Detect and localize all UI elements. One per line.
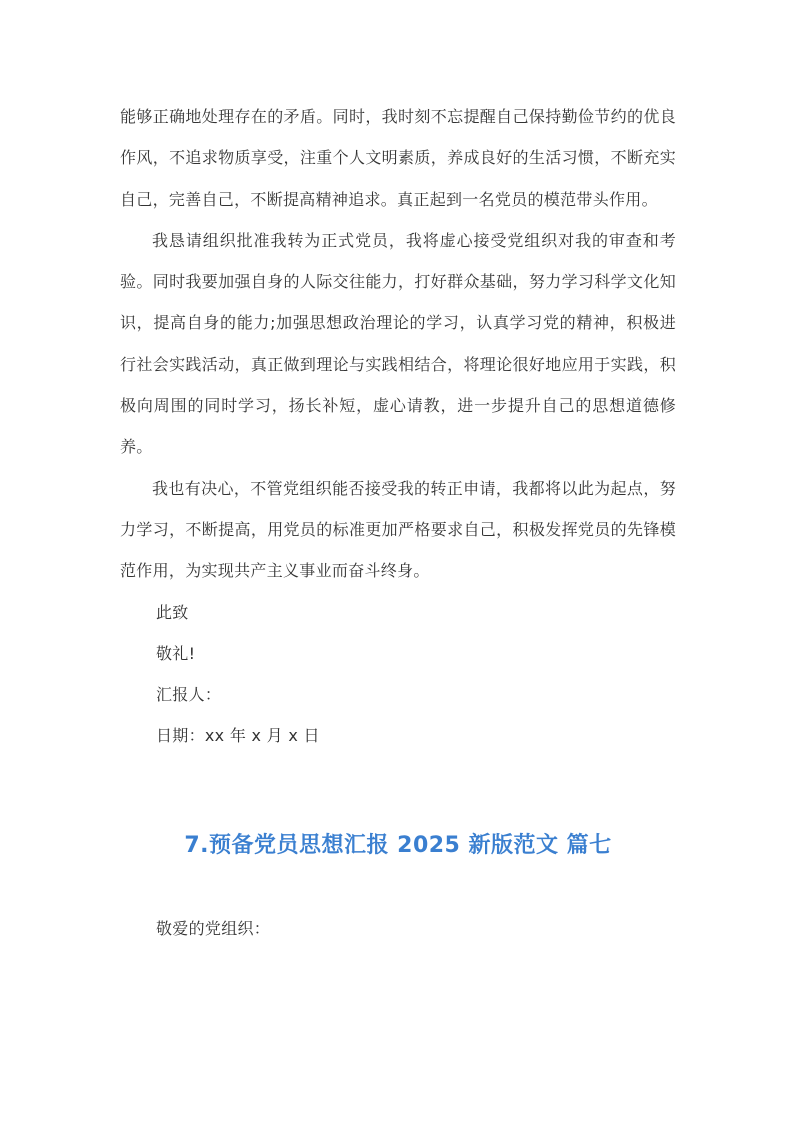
section-heading: 7.预备党员思想汇报 2025 新版范文 篇七 — [184, 833, 612, 858]
document-page — [120, 96, 676, 938]
body-paragraph-3: 我也有决心，不管党组织能否接受我的转正申请，我都将以此为起点，努力学习，不断提高，用党员的标准更加严格要求自己，积极发挥党员的先锋模范作用，为实现共产主义事业而奋斗终身。 — [120, 478, 676, 581]
reporter-line: 汇报人： — [156, 685, 222, 705]
closing-line-jingli: 敬礼! — [156, 643, 196, 663]
closing-line-cizhi: 此致 — [156, 602, 189, 622]
salutation-line: 敬爱的党组织： — [156, 919, 271, 938]
body-paragraph-2: 我恳请组织批准我转为正式党员，我将虚心接受党组织对我的审查和考验。同时我要加强自身的人际交往能力，打好群众基础，努力学习科学文化知识，提高自身的能力;加强思想政治理论的学习，认真学习党的精神，积极进行社会实践活动，真正做到理论与实践相结合，将理论很好地应用于实践，积极向周围的同时学习，扬长补短，虚心请教，进一步提升自己的思想道德修养。 — [120, 230, 676, 457]
date-line: 日期：xx 年 x 月 x 日 — [156, 726, 320, 746]
body-paragraph-1: 能够正确地处理存在的矛盾。同时，我时刻不忘提醒自己保持勤俭节约的优良作风，不追求物质享受，注重个人文明素质，养成良好的生活习惯，不断充实自己，完善自己，不断提高精神追求。真正起到一名党员的模范带头作用。 — [120, 107, 676, 209]
